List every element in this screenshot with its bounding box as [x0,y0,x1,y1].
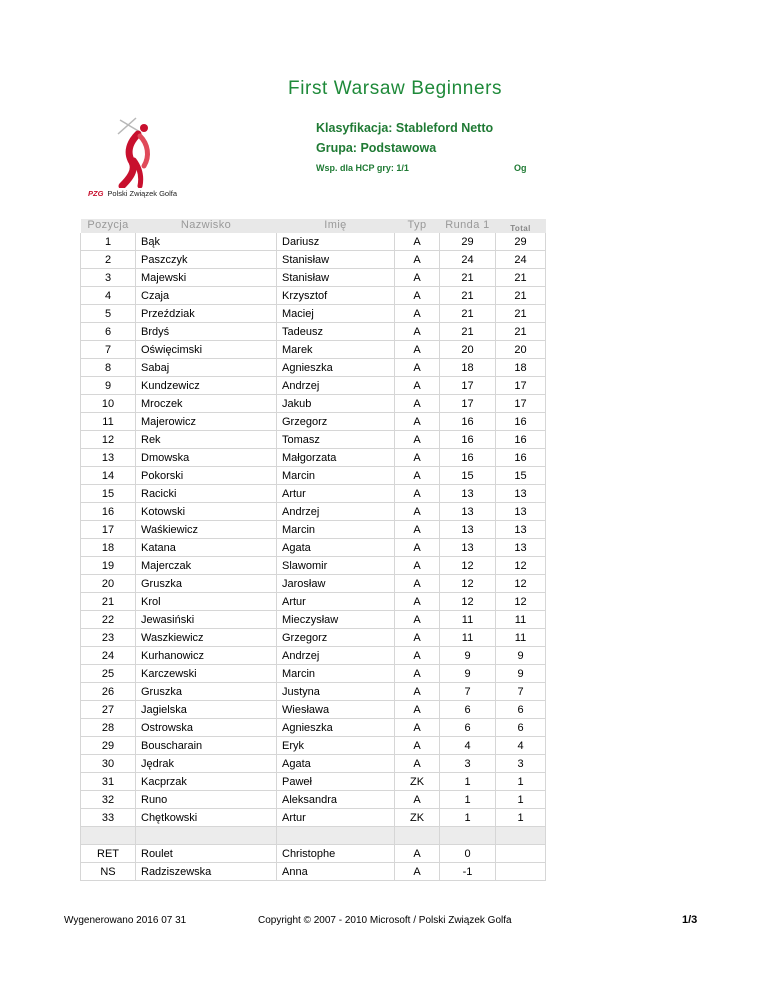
table-row: 23 Waszkiewicz Grzegorz A 11 11 [81,629,546,647]
results-table [80,219,546,881]
table-row: 15 Racicki Artur A 13 13 [81,485,546,503]
table-row [81,827,546,845]
table-row: 9 Kundzewicz Andrzej A 17 17 [81,377,546,395]
og-label: Og [514,163,527,173]
table-row: 27 Jagielska Wiesława A 6 6 [81,701,546,719]
table-header [81,219,546,233]
table-row: 14 Pokorski Marcin A 15 15 [81,467,546,485]
header-name: Imię [277,219,395,233]
table-row: 19 Majerczak Slawomir A 12 12 [81,557,546,575]
table-row: 22 Jewasiński Mieczysław A 11 11 [81,611,546,629]
table-row: 12 Rek Tomasz A 16 16 [81,431,546,449]
table-row: 32 Runo Aleksandra A 1 1 [81,791,546,809]
table-row: 8 Sabaj Agnieszka A 18 18 [81,359,546,377]
table-row: 6 Brdyś Tadeusz A 21 21 [81,323,546,341]
table-row: 4 Czaja Krzysztof A 21 21 [81,287,546,305]
table-row: 26 Gruszka Justyna A 7 7 [81,683,546,701]
copyright-text: Copyright © 2007 - 2010 Microsoft / Polski Związek Golfa [258,915,512,926]
generated-date: Wygenerowano 2016 07 31 [64,915,187,926]
table-row: 2 Paszczyk Stanisław A 24 24 [81,251,546,269]
table-row: 3 Majewski Stanisław A 21 21 [81,269,546,287]
table-row: 21 Krol Artur A 12 12 [81,593,546,611]
header-surname: Nazwisko [136,219,277,233]
table-row: 10 Mroczek Jakub A 17 17 [81,395,546,413]
table-row: 1 Bąk Dariusz A 29 29 [81,233,546,251]
table-row: 18 Katana Agata A 13 13 [81,539,546,557]
table-row: 16 Kotowski Andrzej A 13 13 [81,503,546,521]
hcp-label: Wsp. dla HCP gry: 1/1 [316,163,409,173]
table-row: 5 Przeździak Maciej A 21 21 [81,305,546,323]
page-number: 1/3 [682,914,698,926]
table-row: 7 Oświęcimski Marek A 20 20 [81,341,546,359]
table-row: 31 Kacprzak Paweł ZK 1 1 [81,773,546,791]
table-row: 20 Gruszka Jarosław A 12 12 [81,575,546,593]
table-row: 30 Jędrak Agata A 3 3 [81,755,546,773]
table-row: NS Radziszewska Anna A -1 [81,863,546,881]
table-row: 13 Dmowska Małgorzata A 16 16 [81,449,546,467]
table-row: RET Roulet Christophe A 0 [81,845,546,863]
table-row: 24 Kurhanowicz Andrzej A 9 9 [81,647,546,665]
header-pos: Pozycja [81,219,136,233]
table-row: 28 Ostrowska Agnieszka A 6 6 [81,719,546,737]
table-row: 25 Karczewski Marcin A 9 9 [81,665,546,683]
header-total: Total [496,219,546,233]
header-type: Typ [395,219,440,233]
table-row: 33 Chętkowski Artur ZK 1 1 [81,809,546,827]
table-row: 11 Majerowicz Grzegorz A 16 16 [81,413,546,431]
header-round: Runda 1 [440,219,496,233]
page-title: First Warsaw Beginners [288,78,503,99]
table-row: 17 Waśkiewicz Marcin A 13 13 [81,521,546,539]
group-label: Grupa: Podstawowa [316,141,437,155]
classification-label: Klasyfikacja: Stableford Netto [316,121,494,135]
golfer-icon [100,116,170,188]
table-row: 29 Bouscharain Eryk A 4 4 [81,737,546,755]
pzg-logo: PZG Polski Związek Golfa [88,116,198,216]
